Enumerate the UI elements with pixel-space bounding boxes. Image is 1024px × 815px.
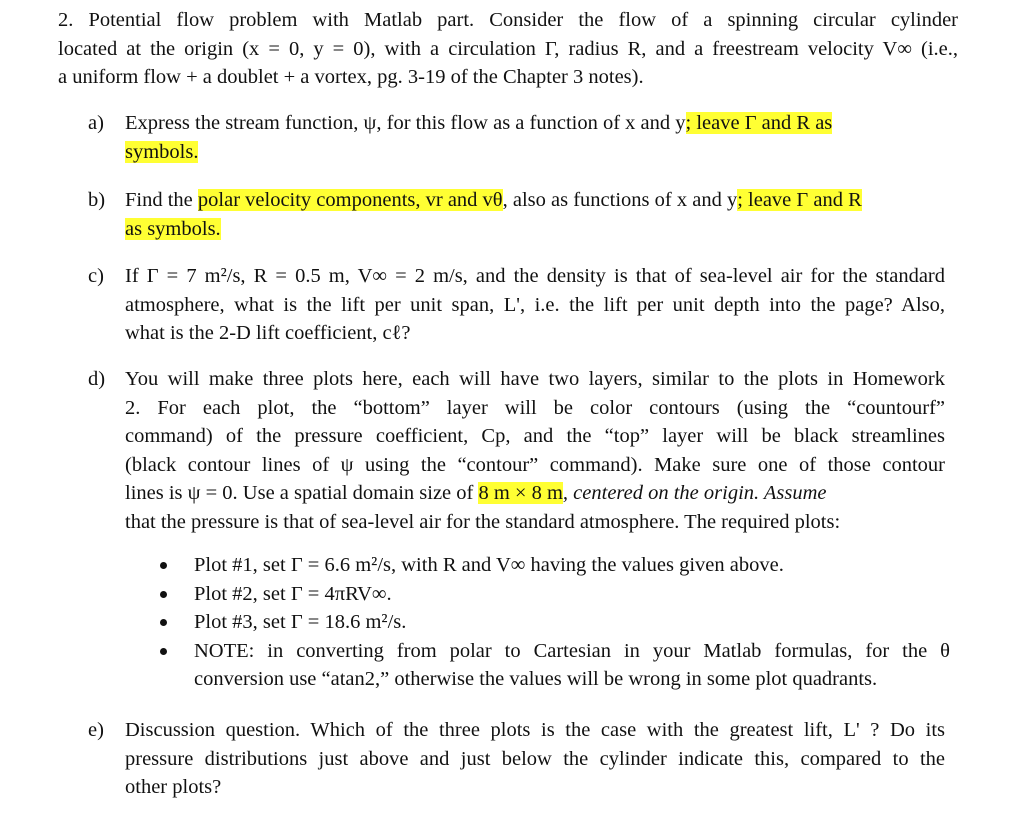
part-e-line-1: Discussion question. Which of the three plots is the case with the greatest lift, L' ? Do its — [125, 719, 945, 741]
part-b-mid: , also as functions of x and y — [502, 189, 738, 211]
part-b-highlight-2: ; leave Γ and R — [737, 189, 862, 211]
part-e-line-3: other plots? — [125, 776, 222, 798]
bullet-icon — [160, 562, 167, 569]
part-c-line-2: atmosphere, what is the lift per unit span, L', i.e. the lift per unit depth into the page? Also, — [125, 293, 945, 316]
part-d-line-4: (black contour lines of ψ using the “contour” command). Make sure one of those contour — [125, 453, 945, 476]
plot-list-item-3 — [160, 608, 950, 637]
part-a-letter: a) — [88, 112, 104, 134]
part-b-pre: Find the — [125, 189, 198, 211]
plot-list — [160, 551, 950, 694]
part-a-text — [125, 109, 945, 166]
plot-note-line-1: NOTE: in converting from polar to Cartesian in your Matlab formulas, for the θ — [194, 639, 950, 662]
part-e-letter: e) — [88, 719, 104, 741]
bullet-icon — [160, 619, 167, 626]
part-c-line-3: what is the 2-D lift coefficient, cℓ? — [125, 322, 411, 344]
part-b-line-1 — [125, 186, 945, 215]
part-d-line-5 — [125, 479, 945, 508]
part-d-line-1: You will make three plots here, each will have two layers, similar to the plots in Homework — [125, 368, 945, 390]
intro-line-3: a uniform flow + a doublet + a vortex, pg. 3-19 of the Chapter 3 notes). — [58, 66, 644, 88]
part-d-highlight: 8 m × 8 m — [478, 482, 563, 504]
part-a-highlight-1: ; leave Γ and R as — [685, 112, 833, 134]
part-a-highlight-2: symbols. — [125, 140, 199, 163]
plot-note-line-2: conversion use “atan2,” otherwise the values will be wrong in some plot quadrants. — [194, 668, 878, 690]
part-c-letter: c) — [88, 265, 104, 287]
part-a-plain: Express the stream function, ψ, for this flow as a function of x and y — [125, 112, 686, 134]
part-b-line-2 — [125, 215, 945, 244]
part-d-line-6: that the pressure is that of sea-level air for the standard atmosphere. The required plots: — [125, 510, 841, 533]
part-c-text — [125, 262, 945, 348]
plot-list-text-1: Plot #1, set Γ = 6.6 m²/s, with R and V∞ having the values given above. — [194, 554, 784, 576]
bullet-icon — [160, 648, 167, 655]
plot-list-text-3: Plot #3, set Γ = 18.6 m²/s. — [194, 611, 407, 633]
intro-line-2: located at the origin (x = 0, y = 0), with a circulation Γ, radius R, and a freestream velocity V∞ (i.e., — [58, 37, 958, 60]
part-d-line-3: command) of the pressure coefficient, Cp, and the “top” layer will be black streamlines — [125, 425, 945, 447]
part-d-text — [125, 365, 945, 536]
part-d-letter: d) — [88, 368, 106, 390]
part-c-line-1: If Γ = 7 m²/s, R = 0.5 m, V∞ = 2 m/s, and the density is that of sea-level air for the standard — [125, 265, 945, 287]
intro-line-1: 2. Potential flow problem with Matlab part. Consider the flow of a spinning circular cylinder — [58, 9, 958, 31]
part-e-text — [125, 716, 945, 802]
part-a-line-1 — [125, 109, 945, 138]
part-b-text — [125, 186, 945, 243]
plot-list-item-1 — [160, 551, 950, 580]
plot-list-item-2 — [160, 580, 950, 609]
part-b-highlight-1: polar velocity components, vr and vθ — [197, 189, 503, 211]
part-d-line-2: 2. For each plot, the “bottom” layer will be color contours (using the “countourf” — [125, 396, 945, 419]
part-b-highlight-3: as symbols. — [125, 217, 221, 240]
plot-list-text-4 — [194, 637, 950, 694]
problem-intro — [58, 6, 958, 92]
plot-list-text-2: Plot #2, set Γ = 4πRV∞. — [194, 582, 392, 605]
bullet-icon — [160, 591, 167, 598]
part-b-letter: b) — [88, 189, 106, 211]
plot-list-item-4 — [160, 637, 950, 694]
part-d-pre: lines is ψ = 0. Use a spatial domain size of — [125, 482, 479, 504]
part-a-line-2 — [125, 138, 945, 167]
part-e-line-2: pressure distributions just above and just below the cylinder indicate this, compared to the — [125, 747, 945, 770]
part-d-post: , centered on the origin. Assume — [562, 482, 827, 504]
